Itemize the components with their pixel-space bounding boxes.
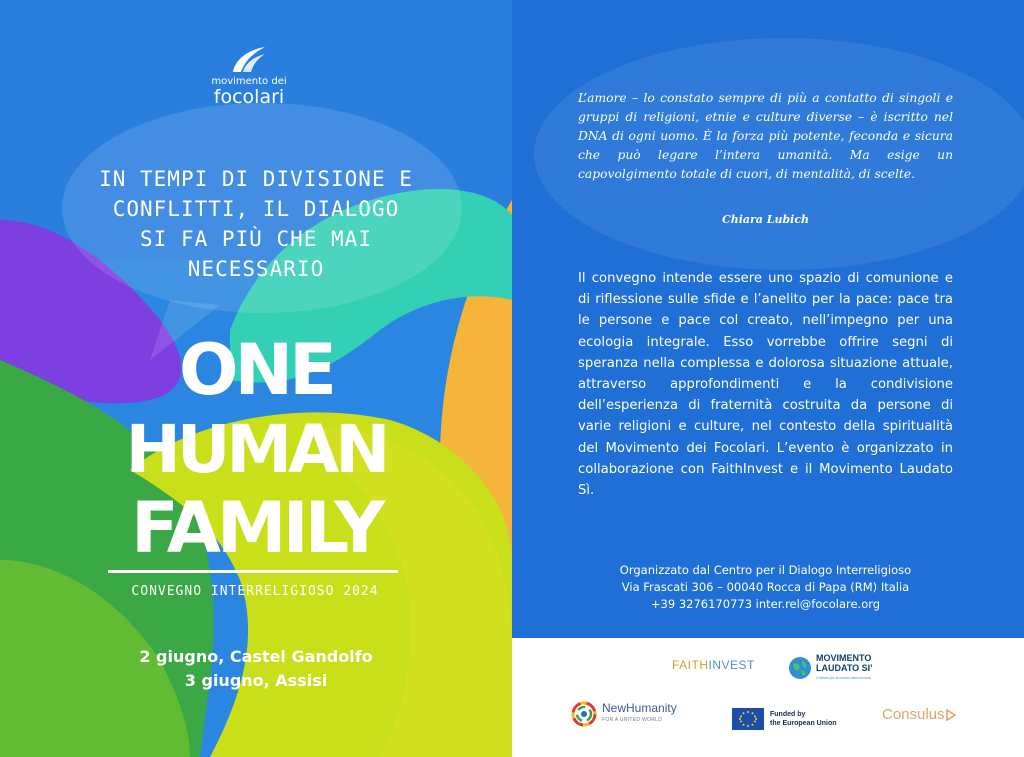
organizer-contact: +39 3276170773 inter.rel@focolare.org	[650, 597, 881, 611]
focolari-logo	[204, 44, 294, 107]
logo-line-2: focolari	[213, 86, 285, 108]
tagline-line: IN TEMPI DI DIVISIONE E	[99, 167, 413, 191]
event-subtitle: CONVEGNO INTERRELIGIOSO 2024	[131, 584, 379, 599]
eu-line-2: the European Union	[770, 720, 837, 727]
consulus-name: Consulus	[882, 706, 945, 723]
info-panel	[512, 0, 1024, 638]
tagline-line: NECESSARIO	[187, 257, 325, 281]
globe-icon	[788, 656, 812, 680]
quote-author: Chiara Lubich	[721, 213, 810, 226]
tagline-line: CONFLITTI, IL DIALOGO	[112, 197, 400, 221]
sponsor-bar	[512, 638, 1024, 757]
play-arrow-icon	[945, 709, 957, 721]
eu-flag-icon	[732, 708, 764, 730]
eu-line-1: Funded by	[770, 711, 806, 718]
tagline-line: SI FA PIÙ CHE MAI	[140, 227, 372, 251]
quote-text: L’amore – lo constato sempre di più a contatto di singoli e gruppi di religioni, etnie e culture diverse – è iscritto nel DNA di ogni uomo. È la forza più potente, feconda e sicura che può legare l’intera umanità. Ma esige un capovolgimento totale di cuori, di mentalità, di scelte.	[578, 91, 953, 181]
title-line-family: FAMILY	[130, 487, 382, 569]
organizer-line: Organizzato dal Centro per il Dialogo Interreligioso	[619, 563, 912, 577]
focolari-swoosh-icon	[229, 44, 269, 74]
laudato-si-logo	[788, 653, 873, 683]
description-text: Il convegno intende essere uno spazio di comunione e di riflessione sulle sfide e l’anelito per la pace: pace tra le persone e pace col creato, nell’impegno per una ecologia integrale. Esso vorrebbe offrire segni di speranza nella complessa e dolorosa situazione attuale, attraverso approfondimenti e la condivisione dell’esperienza di fraternità costruita da persone di varie religioni e culture, nel contesto della spiritualità del Movimento dei Focolari. L’evento è organizzato in collaborazione con FaithInvest e il Movimento Laudato Sì.	[578, 271, 953, 499]
tagline	[70, 164, 442, 284]
faithinvest-part2: INVEST	[708, 658, 755, 672]
newhumanity-tagline: FOR A UNITED WORLD	[602, 717, 663, 723]
event-date: 2 giugno, Castel Gandolfo	[139, 647, 373, 666]
title-line-human: HUMAN	[125, 411, 387, 488]
laudato-tagline: Cristiani per la nostra casa comune	[816, 676, 871, 680]
event-date: 3 giugno, Assisi	[184, 671, 328, 690]
eu-funding-logo	[732, 708, 837, 730]
faithinvest-part1: FAITH	[672, 658, 709, 672]
newhumanity-logo	[570, 700, 677, 728]
laudato-line-1: MOVIMENTO	[816, 653, 872, 663]
newhumanity-ring-icon	[570, 700, 598, 728]
faithinvest-logo	[672, 658, 755, 672]
organizer-info	[578, 562, 953, 613]
title-line-one: ONE	[179, 329, 333, 411]
laudato-line-2: LAUDATO SI’	[816, 663, 873, 673]
newhumanity-name: NewHumanity	[602, 701, 677, 715]
consulus-logo	[882, 706, 957, 723]
title-divider	[108, 570, 398, 573]
event-dates	[90, 645, 422, 693]
logo-line-1: movimento dei	[211, 76, 287, 87]
organizer-address: Via Frascati 306 – 00040 Rocca di Papa (RM) Italia	[621, 580, 910, 594]
